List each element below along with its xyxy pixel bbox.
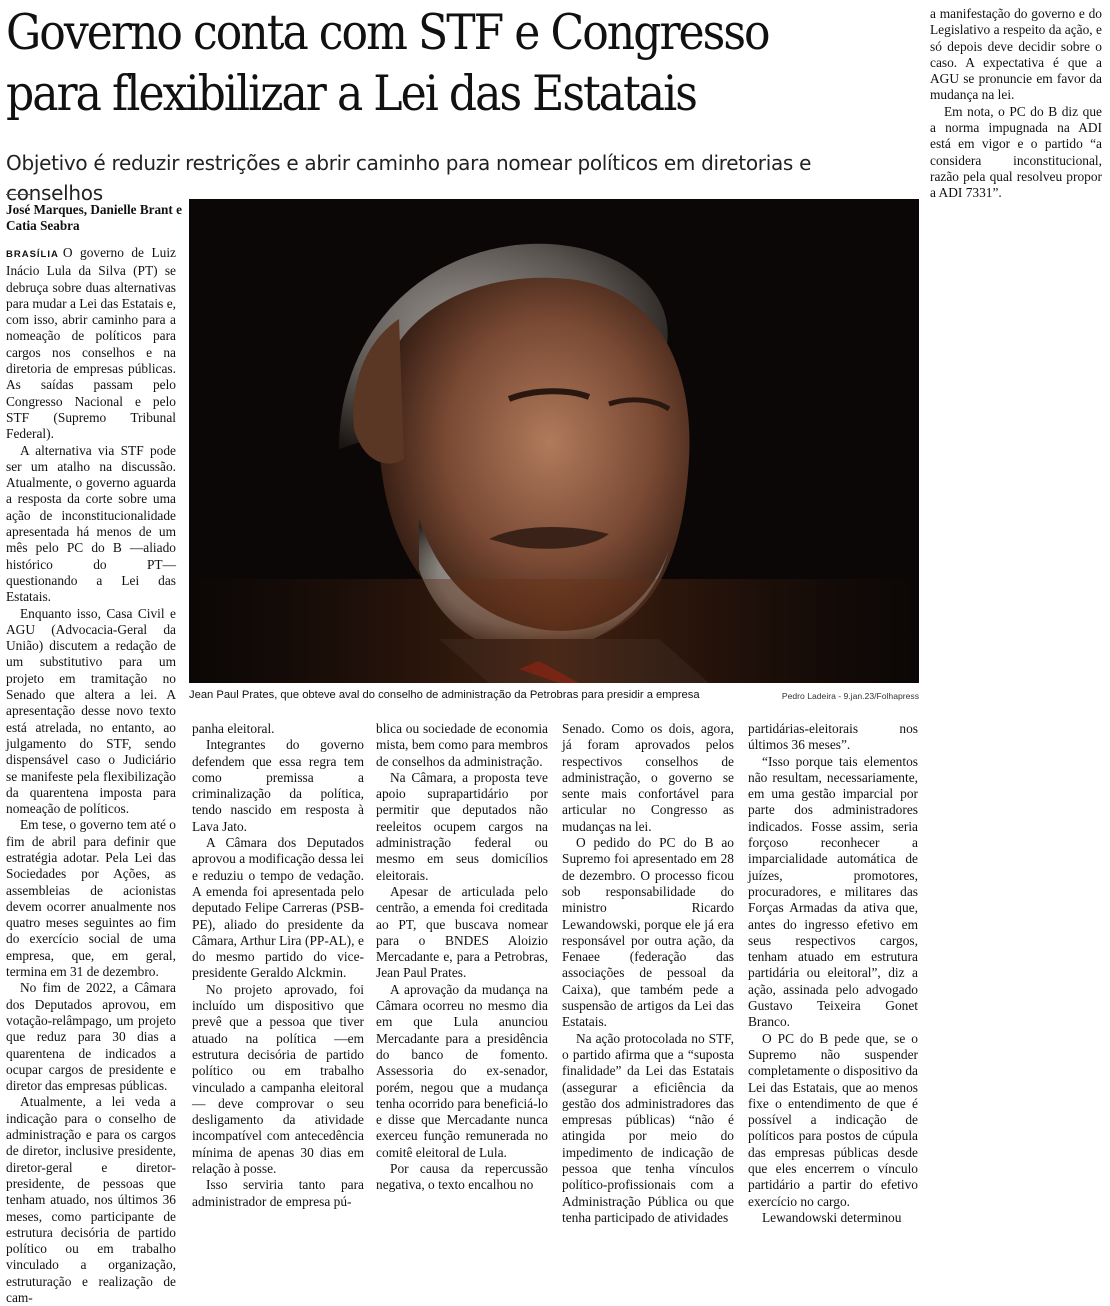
paragraph: partidárias-eleitorais nos últimos 36 meses”. xyxy=(748,721,918,753)
column-1 xyxy=(6,245,176,1305)
paragraph: A Câmara dos Deputados aprovou a modificação dessa lei e reduziu o tempo de vedação. A emenda foi apresentada pelo deputado Felipe Carreras (PSB-PE), aliado do presidente da Câmara, Arthur Lira (PP-AL), e do mesmo partido do vice-presidente Geraldo Alckmin. xyxy=(192,835,364,981)
paragraph: panha eleitoral. xyxy=(192,721,275,736)
paragraph: Atualmente, a lei veda a indicação para o conselho de administração e para os cargos de diretor, inclusive presidente, diretor-geral e diretor-presidente, de pessoas que tenham atuado, nos últimos 36 meses, como participante de estrutura decisória de partido político ou em trabalho vinculado a organização, estruturação e realização de cam- xyxy=(6,1094,176,1305)
article-photo xyxy=(189,199,919,683)
column-5 xyxy=(748,721,918,1225)
paragraph: A alternativa via STF pode ser um atalho na discussão. Atualmente, o governo aguarda a resposta da corte sobre uma ação de inconstitucionalidade apresentada há menos de um mês pelo PC do B —aliado histórico do PT— questionando a Lei das Estatais. xyxy=(6,442,176,605)
lead-paragraph xyxy=(6,245,176,443)
column-2 xyxy=(192,721,364,1209)
column-3 xyxy=(376,721,548,1193)
paragraph: Enquanto isso, Casa Civil e AGU (Advocacia-Geral da União) discutem a redação de um substitutivo para um projeto em tramitação no Senado que altera a lei. A apresentação desse novo texto está atrelada, no entanto, ao julgamento do STF, sendo dispensável caso o Judiciário se manifeste pela flexibilização da quarentena imposta para nomeação de políticos. xyxy=(6,605,176,817)
paragraph: No projeto aprovado, foi incluído um dispositivo que prevê que a pessoa que tiver atuado na política —em estrutura decisória de partido político ou em trabalho vinculado a campanha eleitoral— deve comprovar o seu desligamento da atividade incompatível com antecedência mínima de apenas 30 dias em relação à posse. xyxy=(192,981,364,1177)
byline-rule xyxy=(6,194,30,195)
photo-caption xyxy=(189,688,919,702)
paragraph: a manifestação do governo e do Legislativo a respeito da ação, e só depois deve decidir sobre o caso. A expectativa é que a AGU se pronuncie em favor da mudança na lei. xyxy=(930,6,1102,103)
photo-credit: Pedro Ladeira - 9.jan.23/Folhapress xyxy=(781,691,919,701)
paragraph: Em nota, o PC do B diz que a norma impugnada na ADI está em vigor e o partido “a considera inconstitucional, razão pela qual resolveu propor a ADI 7331”. xyxy=(930,103,1102,201)
paragraph: Na ação protocolada no STF, o partido afirma que a “suposta finalidade” da Lei das Estatais (assegurar a eficiência da gestão dos administradores das empresas públicas) “não é atingida por meio do impedimento de indicação de pessoa que tenha vínculos político-profissionais com a Administração Pública ou que tenha participado de atividades xyxy=(562,1030,734,1225)
column-6 xyxy=(930,6,1102,216)
column-4 xyxy=(562,721,734,1225)
paragraph: blica ou sociedade de economia mista, bem como para membros de conselhos da administração. xyxy=(376,721,548,769)
paragraph: No fim de 2022, a Câmara dos Deputados aprovou, em votação-relâmpago, um projeto que reduz para 30 dias a quarentena de indicados a ocupar cargos de presidente e diretor das empresas públicas. xyxy=(6,980,176,1094)
paragraph: Lewandowski determinou xyxy=(762,1209,902,1225)
dateline: BRASÍLIA xyxy=(6,249,59,260)
portrait-illustration xyxy=(189,199,919,683)
byline-authors: José Marques, Danielle Brant e Catia Seabra xyxy=(6,202,182,233)
lead-text: O governo de Luiz Inácio Lula da Silva (PT) se debruça sobre duas alternativas para mudar a Lei das Estatais e, com isso, abrir caminho para a nomeação de políticos para cargos nos conselhos e na diretoria de empresas públicas. As saídas passam pelo Congresso Nacional e pelo STF (Supremo Tribunal Federal). xyxy=(6,245,176,442)
paragraph: Apesar de articulada pelo centrão, a emenda foi creditada ao PT, que buscava nomear para o BNDES Aloizio Mercadante e, para a Petrobras, Jean Paul Prates. xyxy=(376,883,548,981)
paragraph: A aprovação da mudança na Câmara ocorreu no mesmo dia em que Lula anunciou Mercadante para a presidência do banco de fomento. Assessoria do ex-senador, porém, negou que a mudança tenha ocorrido para beneficiá-lo e disse que Mercadante nunca exerceu função remunerada no comitê eleitoral de Lula. xyxy=(376,981,548,1160)
paragraph: Isso serviria tanto para administrador de empresa pú- xyxy=(192,1177,364,1209)
paragraph: Senado. Como os dois, agora, já foram aprovados pelos respectivos conselhos de administração, o governo se sente mais confortável para articular no Congresso as mudanças na lei. xyxy=(562,721,734,834)
paragraph: Por causa da repercussão negativa, o texto encalhou no xyxy=(376,1161,548,1193)
byline xyxy=(6,194,186,234)
paragraph: “Isso porque tais elementos não resultam, necessariamente, em uma gestão imparcial por parte dos administradores indicados. Fosse assim, seria forçoso reconhecer a imparcialidade automática de juízes, promotores, procuradores, e militares das Forças Armadas da ativa que, antes do ingresso efetivo em seus respectivos cargos, tenham atuado em estrutura partidária ou eleitoral”, diz a ação, assinada pelo advogado Gustavo Teixeira Gonet Branco. xyxy=(748,753,918,1030)
paragraph: Em tese, o governo tem até o fim de abril para definir que estratégia adotar. Pela Lei das Sociedades por Ações, as assembleias de acionistas devem ocorrer anualmente nos quatro meses seguintes ao fim do exercício social de uma empresa, que, em geral, termina em 31 de dezembro. xyxy=(6,817,176,980)
paragraph: O PC do B pede que, se o Supremo não suspender completamente o dispositivo da Lei das Estatais, que ao menos fixe o entendimento de que é possível a indicação de políticos para postos de cúpula das empresas públicas desde que eles encerrem o vínculo partidário a partir do efetivo exercício no cargo. xyxy=(748,1030,918,1209)
caption-text: Jean Paul Prates, que obteve aval do conselho de administração da Petrobras para presidir a empresa xyxy=(189,689,700,701)
subheadline: Objetivo é reduzir restrições e abrir caminho para nomear políticos em diretorias e conselhos xyxy=(6,151,812,205)
paragraph: Integrantes do governo defendem que essa regra tem como premissa a criminalização da política, tendo nascido em resposta à Lava Jato. xyxy=(192,737,364,834)
headline: Governo conta com STF e Congresso para flexibilizar a Lei das Estatais xyxy=(6,4,769,122)
paragraph: Na Câmara, a proposta teve apoio suprapartidário por permitir que deputados não reeleitos ocupem cargos na administração federal ou mesmo em seus domicílios eleitorais. xyxy=(376,769,548,883)
paragraph: O pedido do PC do B ao Supremo foi apresentado em 28 de dezembro. O processo ficou sob responsabilidade do ministro Ricardo Lewandowski, porque ele já era responsável por outra ação, da Fenaee (federação das associações de pessoal da Caixa), que também pede a suspensão de artigos da Lei das Estatais. xyxy=(562,835,734,1030)
